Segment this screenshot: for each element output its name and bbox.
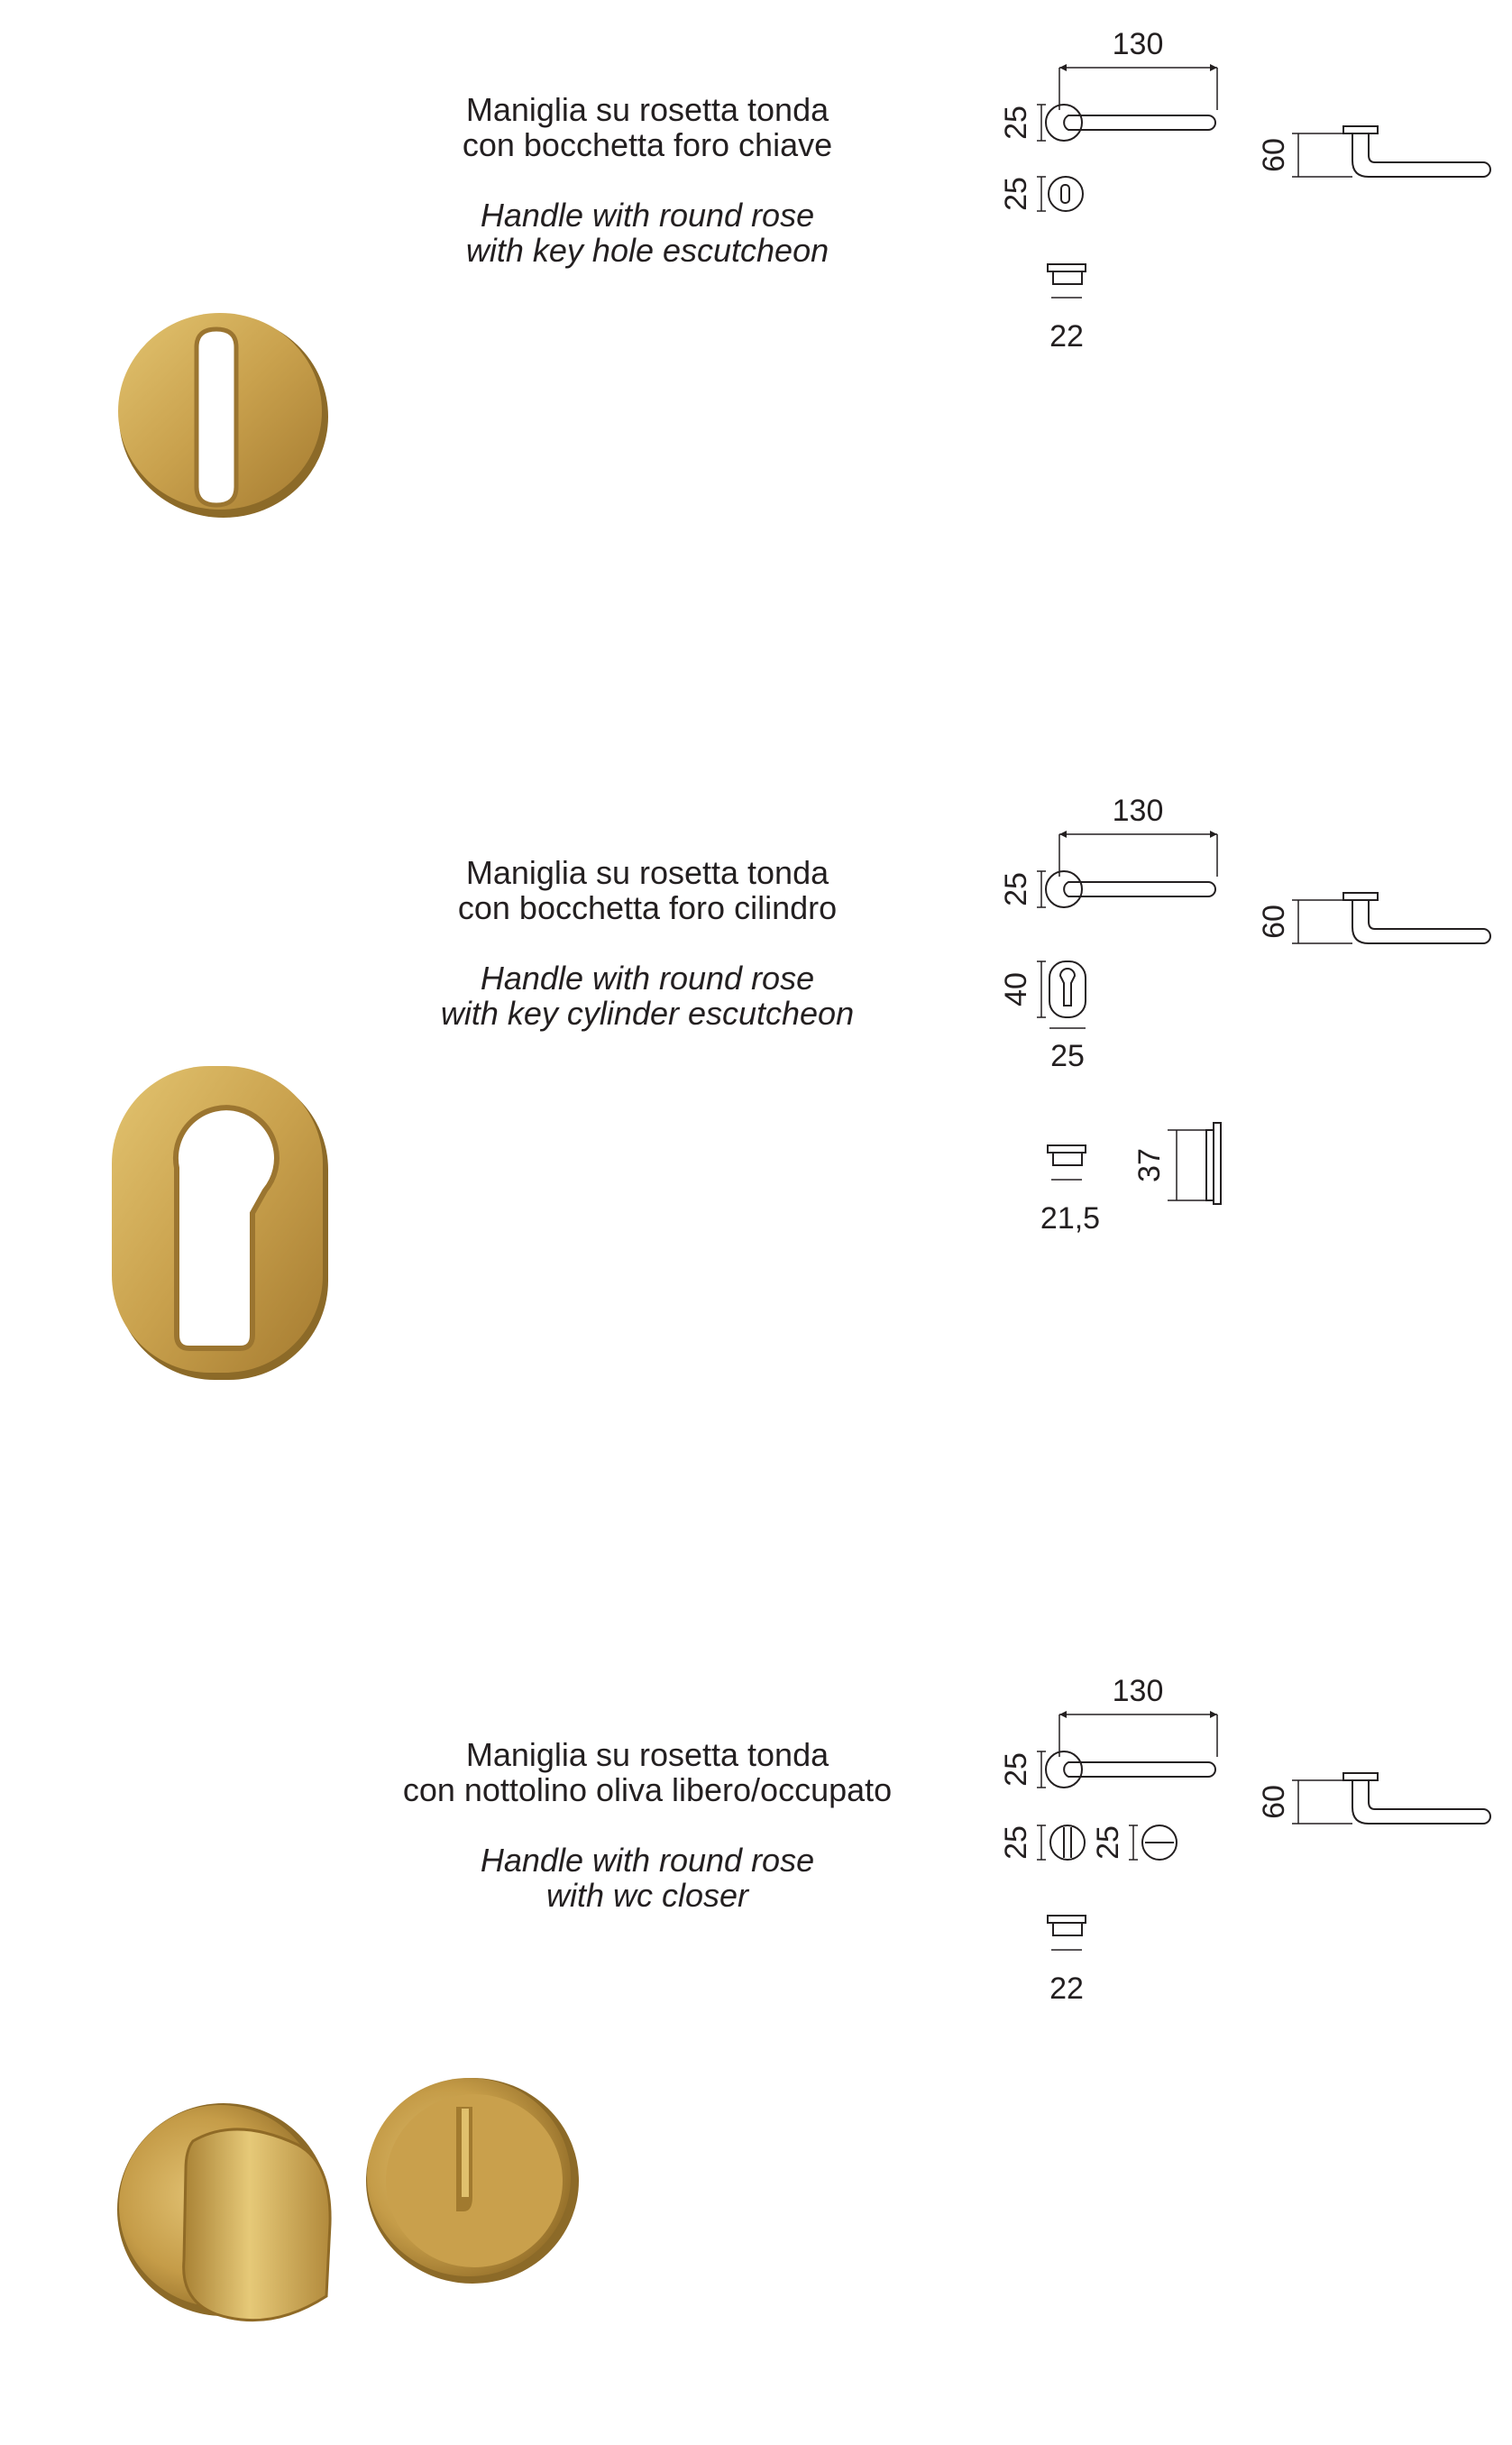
dim-height: 60	[1257, 138, 1291, 172]
product-key-hole	[0, 0, 1512, 685]
dim-rose: 25	[999, 106, 1033, 140]
dim-height: 60	[1257, 905, 1291, 939]
technical-drawing	[0, 767, 1512, 1488]
dim-release: 25	[1091, 1825, 1125, 1860]
italian-title: Maniglia su rosetta tonda	[465, 91, 829, 128]
cylinder-escutcheon-photo	[112, 1066, 328, 1380]
dim-escutcheon-height: 40	[999, 972, 1033, 1006]
italian-title: Maniglia su rosetta tonda	[465, 854, 829, 891]
english-subtitle: with key cylinder escutcheon	[440, 995, 855, 1032]
key-hole-escutcheon-photo	[118, 313, 328, 518]
italian-title: Maniglia su rosetta tonda	[465, 1736, 829, 1773]
italian-subtitle: con bocchetta foro cilindro	[457, 889, 838, 926]
dim-escutcheon: 25	[999, 177, 1033, 211]
dim-plate: 37	[1132, 1148, 1167, 1182]
dim-escutcheon-width: 25	[1050, 1039, 1085, 1073]
italian-subtitle: con bocchetta foro chiave	[462, 126, 833, 163]
dim-thickness: 22	[1049, 1972, 1084, 2006]
dim-rose: 25	[999, 1752, 1033, 1787]
dim-turn: 25	[999, 1825, 1033, 1860]
technical-drawing	[0, 0, 1512, 685]
technical-drawing	[0, 1647, 1512, 2445]
italian-subtitle: con nottolino oliva libero/occupato	[402, 1771, 893, 1808]
product-cylinder	[0, 767, 1512, 1488]
dim-rose: 25	[999, 872, 1033, 906]
dim-thickness: 21,5	[1040, 1201, 1101, 1236]
english-title: Handle with round rose	[480, 1842, 815, 1879]
english-title: Handle with round rose	[480, 197, 815, 234]
product-wc-closer	[0, 1647, 1512, 2445]
dim-length: 130	[1112, 1674, 1164, 1708]
english-title: Handle with round rose	[480, 960, 815, 997]
dim-length: 130	[1112, 27, 1164, 61]
dim-length: 130	[1112, 794, 1164, 828]
dim-height: 60	[1257, 1785, 1291, 1819]
wc-turn-knob-photo	[117, 2103, 330, 2321]
dim-thickness: 22	[1049, 319, 1084, 354]
wc-release-photo	[366, 2078, 579, 2284]
english-subtitle: with wc closer	[545, 1877, 749, 1914]
english-subtitle: with key hole escutcheon	[465, 232, 829, 269]
